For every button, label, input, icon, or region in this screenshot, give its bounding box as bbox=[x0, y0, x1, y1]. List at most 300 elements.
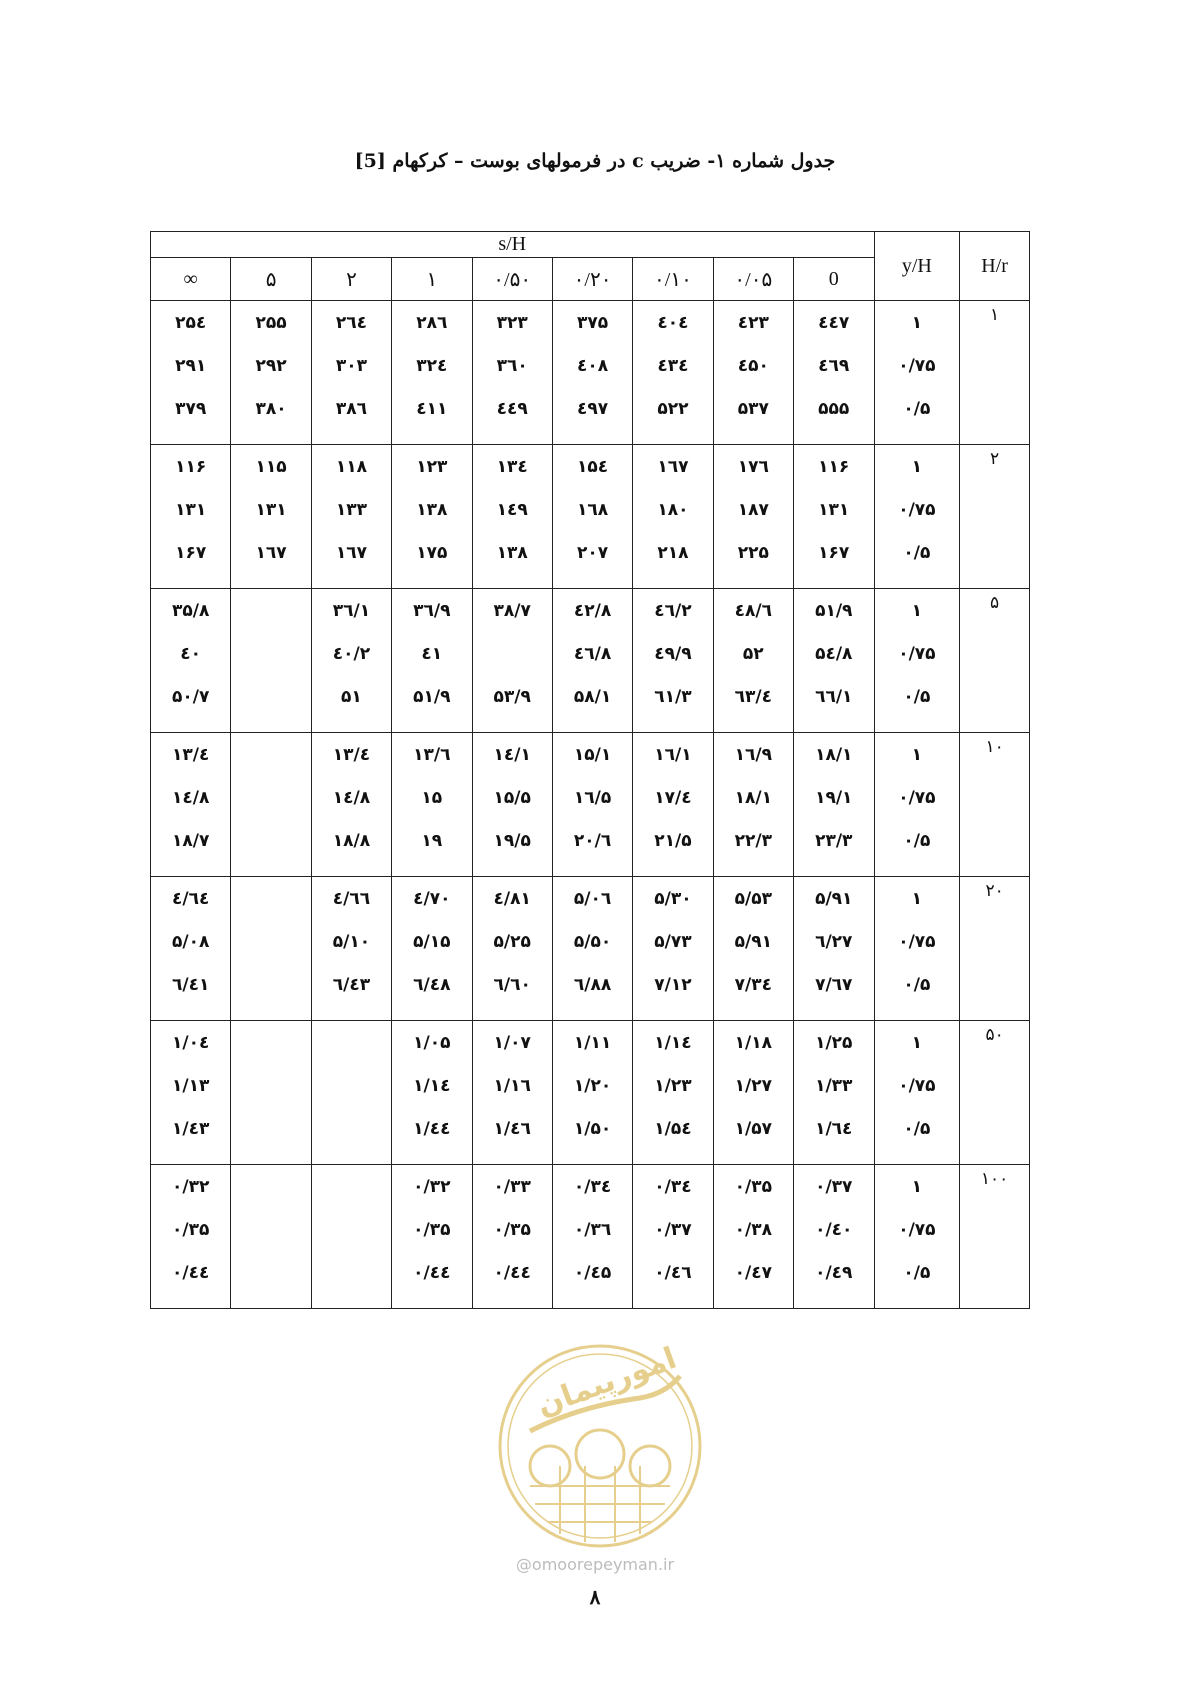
cell-value: ۵٤/۸ bbox=[815, 644, 853, 664]
table-cell bbox=[231, 589, 311, 733]
cell-value: ۰/۳۵ bbox=[493, 1220, 531, 1240]
table-cell bbox=[633, 445, 713, 589]
hr-value: ۲۰ bbox=[960, 877, 1030, 1021]
table-cell bbox=[552, 1021, 632, 1165]
cell-value: ۰/۳۳ bbox=[493, 1177, 531, 1197]
sh-column-header: ۰/۰۵ bbox=[713, 258, 793, 301]
svg-text:امورپیمان: امورپیمان bbox=[532, 1340, 682, 1424]
yh-value: ۱ bbox=[911, 889, 923, 909]
cell-value: ٤/٦٤ bbox=[172, 889, 210, 909]
table-cell bbox=[151, 589, 231, 733]
yh-cell bbox=[874, 877, 960, 1021]
table-cell bbox=[231, 733, 311, 877]
cell-value: ۱۸/۸ bbox=[332, 831, 371, 851]
cell-value: ۵۳/۹ bbox=[493, 687, 531, 707]
cell-value: ٤۱۱ bbox=[416, 399, 448, 419]
cell-value: ۱۳/٦ bbox=[413, 745, 451, 765]
yh-value: ۰/۷۵ bbox=[898, 1076, 936, 1096]
cell-value bbox=[231, 741, 310, 784]
yh-value: ۰/۷۵ bbox=[898, 500, 936, 520]
table-cell bbox=[231, 445, 311, 589]
table-cell bbox=[713, 1021, 793, 1165]
cell-value: ۵۱ bbox=[341, 687, 362, 707]
yh-value: ۱ bbox=[911, 745, 923, 765]
cell-value: ۷/٦۷ bbox=[815, 975, 853, 995]
cell-value: ۵/۵۰ bbox=[573, 932, 612, 952]
cell-value: ٦/۲۷ bbox=[815, 932, 853, 952]
cell-value bbox=[231, 1072, 310, 1115]
table-cell bbox=[392, 877, 472, 1021]
yh-header: y/H bbox=[874, 232, 960, 301]
cell-value: ۱۱۵ bbox=[255, 457, 287, 477]
cell-value: ۳۲۳ bbox=[496, 313, 528, 333]
cell-value: ۵/۹۱ bbox=[734, 932, 772, 952]
cell-value: ۱/٤٦ bbox=[493, 1119, 531, 1139]
cell-value: ۰/۳۵ bbox=[734, 1177, 772, 1197]
table-cell bbox=[311, 733, 391, 877]
yh-cell bbox=[874, 301, 960, 445]
cell-value: ۱/۰۷ bbox=[493, 1033, 531, 1053]
cell-value: ۱/۰٤ bbox=[172, 1033, 210, 1053]
cell-value: ۱٦۸ bbox=[576, 500, 609, 520]
cell-value: ۳٦/۹ bbox=[413, 601, 451, 621]
cell-value: ۱/۱۳ bbox=[172, 1076, 210, 1096]
table-cell bbox=[552, 301, 632, 445]
cell-value: ۳۵/۸ bbox=[172, 601, 210, 621]
cell-value: ۱٦/۵ bbox=[573, 788, 612, 808]
yh-value: ۰/۵ bbox=[903, 975, 931, 995]
yh-value: ۰/۷۵ bbox=[898, 788, 936, 808]
cell-value: ۱۳/٤ bbox=[172, 745, 210, 765]
cell-value: ٤/٦٦ bbox=[332, 889, 371, 909]
table-cell bbox=[794, 445, 875, 589]
cell-value: ٤۹/۹ bbox=[654, 644, 692, 664]
hr-value: ۵ bbox=[960, 589, 1030, 733]
table-row bbox=[151, 445, 1030, 589]
cell-value: ٤۳٤ bbox=[657, 356, 689, 376]
hr-value: ۵۰ bbox=[960, 1021, 1030, 1165]
cell-value: ۱٤۹ bbox=[496, 500, 528, 520]
table-cell bbox=[713, 445, 793, 589]
cell-value: ٤/۷۰ bbox=[413, 889, 451, 909]
table-cell bbox=[552, 589, 632, 733]
yh-cell bbox=[874, 1165, 960, 1309]
cell-value bbox=[312, 1072, 391, 1115]
cell-value: ٤٦/۸ bbox=[573, 644, 612, 664]
cell-value: ۰/۳۲ bbox=[172, 1177, 210, 1197]
table-cell bbox=[472, 589, 552, 733]
yh-value: ۰/۵ bbox=[903, 543, 931, 563]
cell-value: ۱/۲۰ bbox=[573, 1076, 612, 1096]
cell-value: ۷/۳٤ bbox=[734, 975, 772, 995]
cell-value: ۱/۲۵ bbox=[815, 1033, 853, 1053]
cell-value bbox=[231, 683, 310, 726]
table-cell bbox=[151, 1021, 231, 1165]
cell-value: ٤۲/۸ bbox=[573, 601, 612, 621]
table-cell bbox=[552, 733, 632, 877]
table-cell bbox=[231, 877, 311, 1021]
cell-value bbox=[231, 784, 310, 827]
cell-value bbox=[231, 1216, 310, 1259]
table-cell bbox=[713, 877, 793, 1021]
cell-value: ۳۸۰ bbox=[255, 399, 287, 419]
cell-value: ۰/۳۷ bbox=[654, 1220, 692, 1240]
hr-value: ۲ bbox=[960, 445, 1030, 589]
cell-value: ٤۵۰ bbox=[737, 356, 769, 376]
cell-value: ۱/۵۷ bbox=[734, 1119, 772, 1139]
yh-value: ۱ bbox=[911, 1177, 923, 1197]
cell-value: ۵/۰٦ bbox=[573, 889, 612, 909]
cell-value: ۲۲/۳ bbox=[734, 831, 772, 851]
cell-value: ٤/۸۱ bbox=[493, 889, 531, 909]
table-cell bbox=[392, 301, 472, 445]
cell-value: ۳۲٤ bbox=[416, 356, 448, 376]
cell-value: ۵۲ bbox=[742, 644, 764, 664]
cell-value: ۱۸/۱ bbox=[815, 745, 853, 765]
cell-value: ۱/۳۳ bbox=[815, 1076, 853, 1096]
cell-value: ۵۳۷ bbox=[737, 399, 769, 419]
cell-value: ۱۳/٤ bbox=[332, 745, 371, 765]
cell-value: ۲۹۲ bbox=[255, 356, 287, 376]
yh-value: ۱ bbox=[911, 457, 923, 477]
cell-value: ۰/۳۵ bbox=[172, 1220, 210, 1240]
cell-value: ۲۵۵ bbox=[255, 313, 287, 333]
cell-value: ۱۵ bbox=[421, 788, 443, 808]
cell-value: ۱/٦٤ bbox=[815, 1119, 853, 1139]
table-cell bbox=[311, 877, 391, 1021]
sh-group-header: s/H bbox=[151, 232, 875, 258]
cell-value: ۱/۱۸ bbox=[734, 1033, 772, 1053]
cell-value: ۱٦۷ bbox=[335, 543, 367, 563]
yh-value: ۱ bbox=[911, 1033, 923, 1053]
cell-value: ٦۳/٤ bbox=[734, 687, 772, 707]
cell-value: ۱۹/۱ bbox=[815, 788, 853, 808]
cell-value bbox=[231, 640, 310, 683]
cell-value: ۰/۳٦ bbox=[573, 1220, 612, 1240]
cell-value: ٤۰ bbox=[180, 644, 202, 664]
yh-value: ۰/۷۵ bbox=[898, 644, 936, 664]
cell-value: ۲۹۱ bbox=[175, 356, 207, 376]
cell-value bbox=[231, 885, 310, 928]
yh-value: ۰/۵ bbox=[903, 1119, 931, 1139]
cell-value: ۲۸٦ bbox=[416, 313, 448, 333]
cell-value: ۱۳٤ bbox=[496, 457, 528, 477]
cell-value: ۰/۳۵ bbox=[413, 1220, 451, 1240]
cell-value: ۱/٤۳ bbox=[172, 1119, 210, 1139]
cell-value: ۷/۱۲ bbox=[654, 975, 692, 995]
yh-cell bbox=[874, 733, 960, 877]
cell-value bbox=[312, 1115, 391, 1158]
yh-cell bbox=[874, 1021, 960, 1165]
cell-value: ٤٤۷ bbox=[818, 313, 850, 333]
cell-value: ٦/٦۰ bbox=[493, 975, 531, 995]
table-cell bbox=[311, 301, 391, 445]
table-cell bbox=[713, 589, 793, 733]
cell-value: ۱۱۸ bbox=[335, 457, 367, 477]
cell-value: ٦/٤۱ bbox=[172, 975, 210, 995]
table-cell bbox=[231, 1165, 311, 1309]
table-cell bbox=[311, 589, 391, 733]
cell-value: ۱/۱٤ bbox=[654, 1033, 692, 1053]
cell-value: ۵/۵۳ bbox=[734, 889, 772, 909]
table-cell bbox=[633, 1165, 713, 1309]
cell-value: ۱/۵٤ bbox=[654, 1119, 692, 1139]
cell-value bbox=[231, 971, 310, 1014]
cell-value: ۱/۰۵ bbox=[413, 1033, 451, 1053]
cell-value: ۱۵/۱ bbox=[573, 745, 612, 765]
cell-value bbox=[231, 1259, 310, 1302]
cell-value: ۳۰۳ bbox=[335, 356, 367, 376]
cell-value: ۱۳۱ bbox=[818, 500, 850, 520]
table-row bbox=[151, 1165, 1030, 1309]
cell-value: ۵۲۲ bbox=[657, 399, 689, 419]
hr-value: ۱ bbox=[960, 301, 1030, 445]
cell-value: ۵/۳۰ bbox=[654, 889, 692, 909]
yh-value: ۱ bbox=[911, 601, 923, 621]
cell-value: ۳۸٦ bbox=[335, 399, 367, 419]
cell-value: ٦٦/۱ bbox=[815, 687, 853, 707]
cell-value: ۵۱/۹ bbox=[815, 601, 853, 621]
cell-value: ۳۸/۷ bbox=[493, 601, 531, 621]
table-row bbox=[151, 301, 1030, 445]
table-cell bbox=[794, 301, 875, 445]
cell-value: ۱۳۱ bbox=[175, 500, 207, 520]
hr-value: ۱۰۰ bbox=[960, 1165, 1030, 1309]
cell-value: ۱۳۳ bbox=[335, 500, 367, 520]
cell-value: ۱۸۷ bbox=[737, 500, 769, 520]
table-cell bbox=[311, 445, 391, 589]
cell-value: ٤٤۹ bbox=[496, 399, 528, 419]
cell-value: ۱/۲۷ bbox=[734, 1076, 772, 1096]
cell-value: ۱۸/۱ bbox=[734, 788, 772, 808]
cell-value: ۲۱۸ bbox=[657, 543, 689, 563]
yh-cell bbox=[874, 445, 960, 589]
cell-value bbox=[231, 597, 310, 640]
cell-value: ۱٤/۸ bbox=[172, 788, 210, 808]
yh-value: ۰/۵ bbox=[903, 831, 931, 851]
table-cell bbox=[151, 445, 231, 589]
cell-value: ۵/۲۵ bbox=[493, 932, 531, 952]
cell-value: ۱۸۰ bbox=[657, 500, 689, 520]
cell-value: ۰/٤٤ bbox=[172, 1263, 210, 1283]
cell-value: ۳۷۹ bbox=[175, 399, 207, 419]
cell-value: ۱۳۸ bbox=[416, 500, 448, 520]
cell-value: ۱٦/۱ bbox=[654, 745, 692, 765]
cell-value bbox=[312, 1216, 391, 1259]
cell-value: ٦۱/۳ bbox=[654, 687, 692, 707]
table-cell bbox=[472, 1021, 552, 1165]
cell-value: ۲۵٤ bbox=[175, 313, 207, 333]
table-cell bbox=[472, 1165, 552, 1309]
cell-value: ۱۷/٤ bbox=[654, 788, 692, 808]
yh-value: ۰/۷۵ bbox=[898, 1220, 936, 1240]
cell-value: ٦/٤۳ bbox=[332, 975, 371, 995]
table-cell bbox=[392, 1021, 472, 1165]
cell-value: ۰/٤۰ bbox=[815, 1220, 853, 1240]
table-cell bbox=[633, 877, 713, 1021]
cell-value: ۲۲۵ bbox=[737, 543, 769, 563]
cell-value: ۵/۹۱ bbox=[815, 889, 853, 909]
cell-value: ۲٦٤ bbox=[335, 313, 367, 333]
cell-value bbox=[231, 1029, 310, 1072]
cell-value: ۰/٤٤ bbox=[493, 1263, 531, 1283]
yh-value: ۰/۵ bbox=[903, 687, 931, 707]
cell-value: ۵/۰۸ bbox=[172, 932, 210, 952]
cell-value bbox=[231, 1115, 310, 1158]
table-cell bbox=[713, 1165, 793, 1309]
cell-value: ۱۸/۷ bbox=[172, 831, 210, 851]
cell-value bbox=[312, 1259, 391, 1302]
cell-value: ۱۹ bbox=[421, 831, 443, 851]
sh-column-header: 0 bbox=[794, 258, 875, 301]
cell-value: ۵۱/۹ bbox=[413, 687, 451, 707]
cell-value: ۵/۱۰ bbox=[332, 932, 371, 952]
cell-value: ۲۰/٦ bbox=[573, 831, 612, 851]
table-cell bbox=[392, 1165, 472, 1309]
table-cell bbox=[311, 1021, 391, 1165]
cell-value: ۱۹/۵ bbox=[493, 831, 531, 851]
yh-value: ۰/۵ bbox=[903, 1263, 931, 1283]
cell-value: ۱/۱٤ bbox=[413, 1076, 451, 1096]
cell-value: ۱۳۸ bbox=[496, 543, 528, 563]
table-cell bbox=[392, 445, 472, 589]
cell-value: ٤۱ bbox=[421, 644, 443, 664]
cell-value: ۰/۳۸ bbox=[734, 1220, 772, 1240]
cell-value: ۱۶۷ bbox=[175, 543, 207, 563]
cell-value bbox=[473, 640, 552, 683]
cell-value: ۰/٤٤ bbox=[413, 1263, 451, 1283]
table-cell bbox=[713, 733, 793, 877]
cell-value: ۱/۱۱ bbox=[573, 1033, 612, 1053]
cell-value: ۱۱۶ bbox=[818, 457, 850, 477]
sh-column-header: ۰/۵۰ bbox=[472, 258, 552, 301]
cell-value: ۱/۱٦ bbox=[493, 1076, 531, 1096]
cell-value: ٦/۸۸ bbox=[573, 975, 612, 995]
table-cell bbox=[552, 445, 632, 589]
table-row bbox=[151, 877, 1030, 1021]
cell-value: ۱٤/۸ bbox=[332, 788, 371, 808]
table-cell bbox=[231, 1021, 311, 1165]
table-cell bbox=[713, 301, 793, 445]
table-title: جدول شماره ۱- ضریب c در فرمولهای بوست – کرکهام [5] bbox=[354, 150, 836, 172]
cell-value bbox=[231, 827, 310, 870]
cell-value: ۱٦۷ bbox=[657, 457, 689, 477]
watermark-handle: @omoorepeyman.ir bbox=[515, 1555, 675, 1574]
sh-column-header: ۰/۲۰ bbox=[552, 258, 632, 301]
table-cell bbox=[633, 589, 713, 733]
page-number: ۸ bbox=[589, 1585, 601, 1609]
cell-value: ٤۸/٦ bbox=[734, 601, 772, 621]
table-row bbox=[151, 733, 1030, 877]
cell-value: ۰/٤۵ bbox=[573, 1263, 612, 1283]
cell-value: ۱/۵۰ bbox=[573, 1119, 612, 1139]
sh-column-header: ۰/۱۰ bbox=[633, 258, 713, 301]
sh-column-header: ۱ bbox=[392, 258, 472, 301]
table-cell bbox=[794, 589, 875, 733]
cell-value: ٤٦/۲ bbox=[654, 601, 692, 621]
cell-value: ۱۷۵ bbox=[416, 543, 448, 563]
table-cell bbox=[151, 301, 231, 445]
cell-value: ٤۰۸ bbox=[576, 356, 609, 376]
table-cell bbox=[392, 589, 472, 733]
table-cell bbox=[633, 1021, 713, 1165]
table-cell bbox=[794, 1021, 875, 1165]
yh-value: ۱ bbox=[911, 313, 923, 333]
hr-header: H/r bbox=[960, 232, 1030, 301]
hr-value: ۱۰ bbox=[960, 733, 1030, 877]
table-cell bbox=[794, 733, 875, 877]
cell-value: ٦/٤۸ bbox=[413, 975, 451, 995]
cell-value: ۱/۲۳ bbox=[654, 1076, 692, 1096]
cell-value: ۱/٤٤ bbox=[413, 1119, 451, 1139]
cell-value: ۱۵٤ bbox=[576, 457, 609, 477]
cell-value: ۲۱/۵ bbox=[654, 831, 692, 851]
cell-value: ٤۹۷ bbox=[576, 399, 609, 419]
table-cell bbox=[231, 301, 311, 445]
table-cell bbox=[472, 445, 552, 589]
cell-value: ۰/۳۲ bbox=[413, 1177, 451, 1197]
table-cell bbox=[633, 733, 713, 877]
cell-value: ۲۳/۳ bbox=[815, 831, 853, 851]
table-row bbox=[151, 1021, 1030, 1165]
cell-value: ۱۶۷ bbox=[818, 543, 850, 563]
cell-value: ۳٦۰ bbox=[496, 356, 528, 376]
watermark-logo bbox=[490, 1336, 710, 1556]
table-cell bbox=[151, 1165, 231, 1309]
cell-value: ۵۰/۷ bbox=[172, 687, 210, 707]
cell-value: ۵۸/۱ bbox=[573, 687, 612, 707]
cell-value: ۱۱۶ bbox=[175, 457, 207, 477]
cell-value: ۳٦/۱ bbox=[332, 601, 371, 621]
yh-value: ۰/۷۵ bbox=[898, 932, 936, 952]
cell-value: ٤۰٤ bbox=[657, 313, 689, 333]
cell-value: ۵/۱۵ bbox=[413, 932, 451, 952]
cell-value: ۱۳۱ bbox=[255, 500, 287, 520]
cell-value: ۲۰۷ bbox=[576, 543, 609, 563]
table-cell bbox=[151, 733, 231, 877]
cell-value: ۳۷۵ bbox=[576, 313, 609, 333]
cell-value: ۱٦۷ bbox=[255, 543, 287, 563]
yh-cell bbox=[874, 589, 960, 733]
cell-value: ۵/۷۳ bbox=[654, 932, 692, 952]
table-cell bbox=[472, 733, 552, 877]
sh-column-header: ∞ bbox=[151, 258, 231, 301]
sh-column-header: ۲ bbox=[311, 258, 391, 301]
cell-value: ۰/٤۹ bbox=[815, 1263, 853, 1283]
table-cell bbox=[794, 877, 875, 1021]
yh-value: ۰/۷۵ bbox=[898, 356, 936, 376]
yh-value: ۰/۵ bbox=[903, 399, 931, 419]
cell-value: ۱٦/۹ bbox=[734, 745, 772, 765]
cell-value: ۱۵/۵ bbox=[493, 788, 531, 808]
cell-value: ۰/۳۷ bbox=[815, 1177, 853, 1197]
table-cell bbox=[552, 1165, 632, 1309]
table-cell bbox=[392, 733, 472, 877]
table-cell bbox=[794, 1165, 875, 1309]
cell-value: ۰/٤۷ bbox=[734, 1263, 772, 1283]
table-cell bbox=[552, 877, 632, 1021]
cell-value: ٤٦۹ bbox=[818, 356, 850, 376]
cell-value: ۱۷٦ bbox=[737, 457, 769, 477]
coefficient-table bbox=[150, 231, 1030, 1309]
cell-value: ۰/۳٤ bbox=[654, 1177, 692, 1197]
table-cell bbox=[472, 301, 552, 445]
cell-value: ٤۲۳ bbox=[737, 313, 769, 333]
sh-column-header: ۵ bbox=[231, 258, 311, 301]
table-cell bbox=[311, 1165, 391, 1309]
table-cell bbox=[633, 301, 713, 445]
table-cell bbox=[472, 877, 552, 1021]
